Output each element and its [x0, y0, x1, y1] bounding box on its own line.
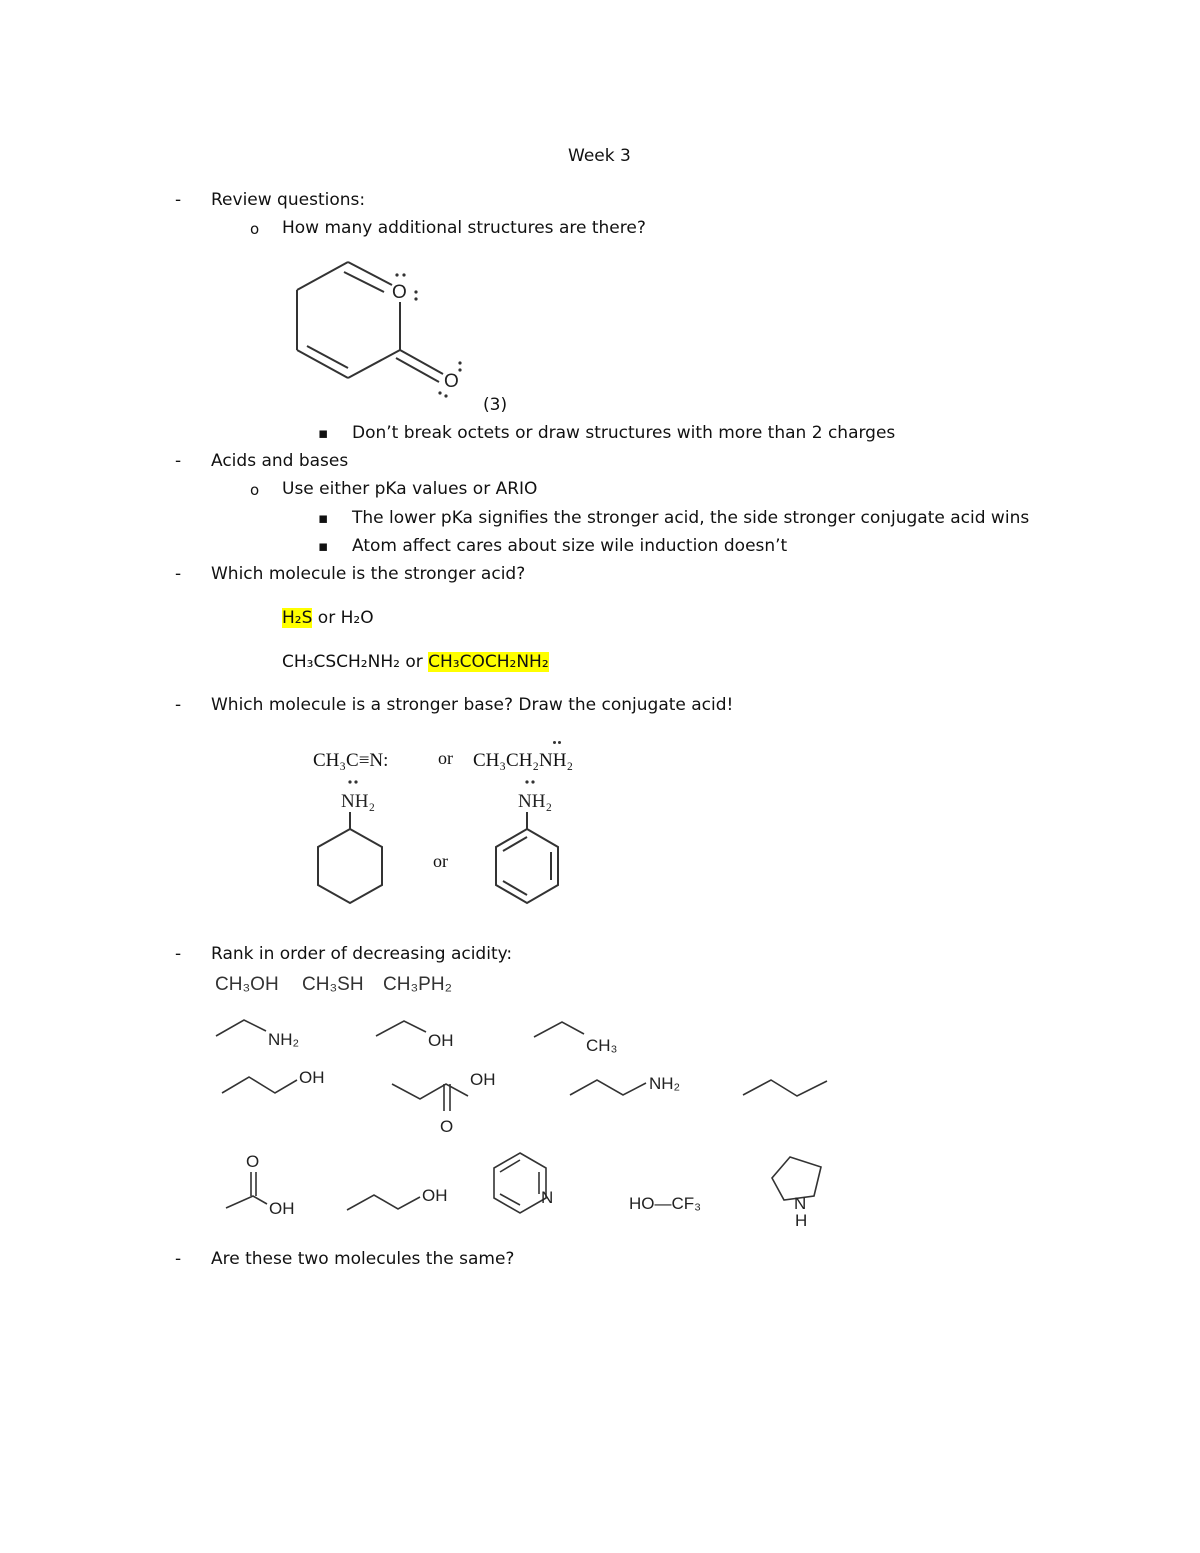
- acidity-skeletal-bonds: [216, 1020, 827, 1213]
- rank-series-2: CH₃SH: [302, 974, 364, 995]
- list-dash: -: [175, 451, 182, 471]
- acid-pair-1-answer: H₂S: [282, 608, 313, 628]
- label-oh: OH: [269, 1199, 295, 1218]
- review-heading: Review questions:: [211, 190, 366, 210]
- label-ch3: CH₃: [586, 1036, 618, 1055]
- rank-question: Rank in order of decreasing acidity:: [211, 944, 513, 964]
- aniline-nh2: NH₂: [518, 791, 553, 812]
- or-text: or: [399, 652, 429, 672]
- label-carbonyl-o: O: [440, 1117, 454, 1136]
- stronger-base-question: Which molecule is a stronger base? Draw the conjugate acid!: [211, 695, 734, 715]
- acid-pair-2-answer: CH₃COCH₂NH₂: [428, 652, 549, 672]
- pyranone-bonds: [297, 262, 443, 382]
- label-oh: OH: [428, 1031, 454, 1050]
- acid-pair-1: [282, 607, 374, 629]
- list-circle: o: [250, 481, 260, 499]
- ethylamine-formula: CH₃CH₂NH₂: [473, 750, 574, 771]
- acidity-structures: [200, 1000, 900, 1240]
- list-circle: o: [250, 220, 260, 238]
- acid-pair-1-option: H₂O: [340, 608, 374, 628]
- stronger-acid-question: Which molecule is the stronger acid?: [211, 564, 526, 584]
- rank-series-3: CH₃PH₂: [383, 974, 452, 995]
- cyclohexylamine-lone-pair: [348, 780, 357, 783]
- list-dash: -: [175, 190, 182, 210]
- label-pyrrolidine-n: N: [794, 1194, 807, 1213]
- label-nh2: NH₂: [649, 1074, 681, 1093]
- benzene-bonds: [496, 812, 558, 903]
- acetonitrile-formula: CH₃C≡N:: [313, 750, 389, 771]
- label-oh: OH: [299, 1068, 325, 1087]
- acids-heading: Acids and bases: [211, 451, 349, 471]
- list-square: ▪: [318, 537, 329, 555]
- acids-point-2: Atom affect cares about size wile induction doesn’t: [352, 536, 788, 556]
- review-question: How many additional structures are there?: [282, 218, 646, 238]
- acid-pair-2-option: CH₃CSCH₂NH₂: [282, 652, 400, 672]
- list-square: ▪: [318, 424, 329, 442]
- label-carbonyl-o: O: [246, 1152, 260, 1171]
- aniline-structure: [480, 780, 570, 910]
- list-dash: -: [175, 944, 182, 964]
- pyranone-structure: [280, 250, 480, 410]
- aniline-lone-pair: [525, 780, 534, 783]
- cyclohexylamine-nh2: NH₂: [341, 791, 376, 812]
- list-dash: -: [175, 1249, 182, 1269]
- same-question: Are these two molecules the same?: [211, 1249, 515, 1269]
- or-text: or: [312, 608, 341, 628]
- label-oh: OH: [470, 1070, 496, 1089]
- label-hocf3: HO—CF₃: [629, 1194, 702, 1213]
- label-oh: OH: [422, 1186, 448, 1205]
- label-nh2: NH₂: [268, 1030, 300, 1049]
- cyclohexane-bonds: [318, 812, 382, 903]
- ring-oxygen-label: O: [392, 282, 407, 303]
- list-dash: -: [175, 564, 182, 584]
- or-text: or: [438, 748, 453, 768]
- page-title: Week 3: [568, 146, 631, 166]
- rank-series-1: CH₃OH: [215, 974, 279, 995]
- or-text: or: [433, 851, 448, 871]
- list-square: ▪: [318, 509, 329, 527]
- acids-point-1: The lower pKa signifies the stronger acid, the side stronger conjugate acid wins: [352, 508, 1030, 528]
- acid-pair-2: [282, 651, 549, 673]
- list-dash: -: [175, 695, 182, 715]
- cyclohexylamine-structure: [305, 780, 395, 910]
- acids-sub: Use either pKa values or ARIO: [282, 479, 538, 499]
- review-note: Don’t break octets or draw structures with more than 2 charges: [352, 423, 896, 443]
- review-answer: (3): [483, 395, 508, 415]
- label-pyridine-n: N: [541, 1188, 554, 1207]
- label-pyrrolidine-h: H: [795, 1211, 808, 1230]
- carbonyl-oxygen-label: O: [444, 371, 459, 392]
- ethylamine-lone-pair: [553, 741, 563, 745]
